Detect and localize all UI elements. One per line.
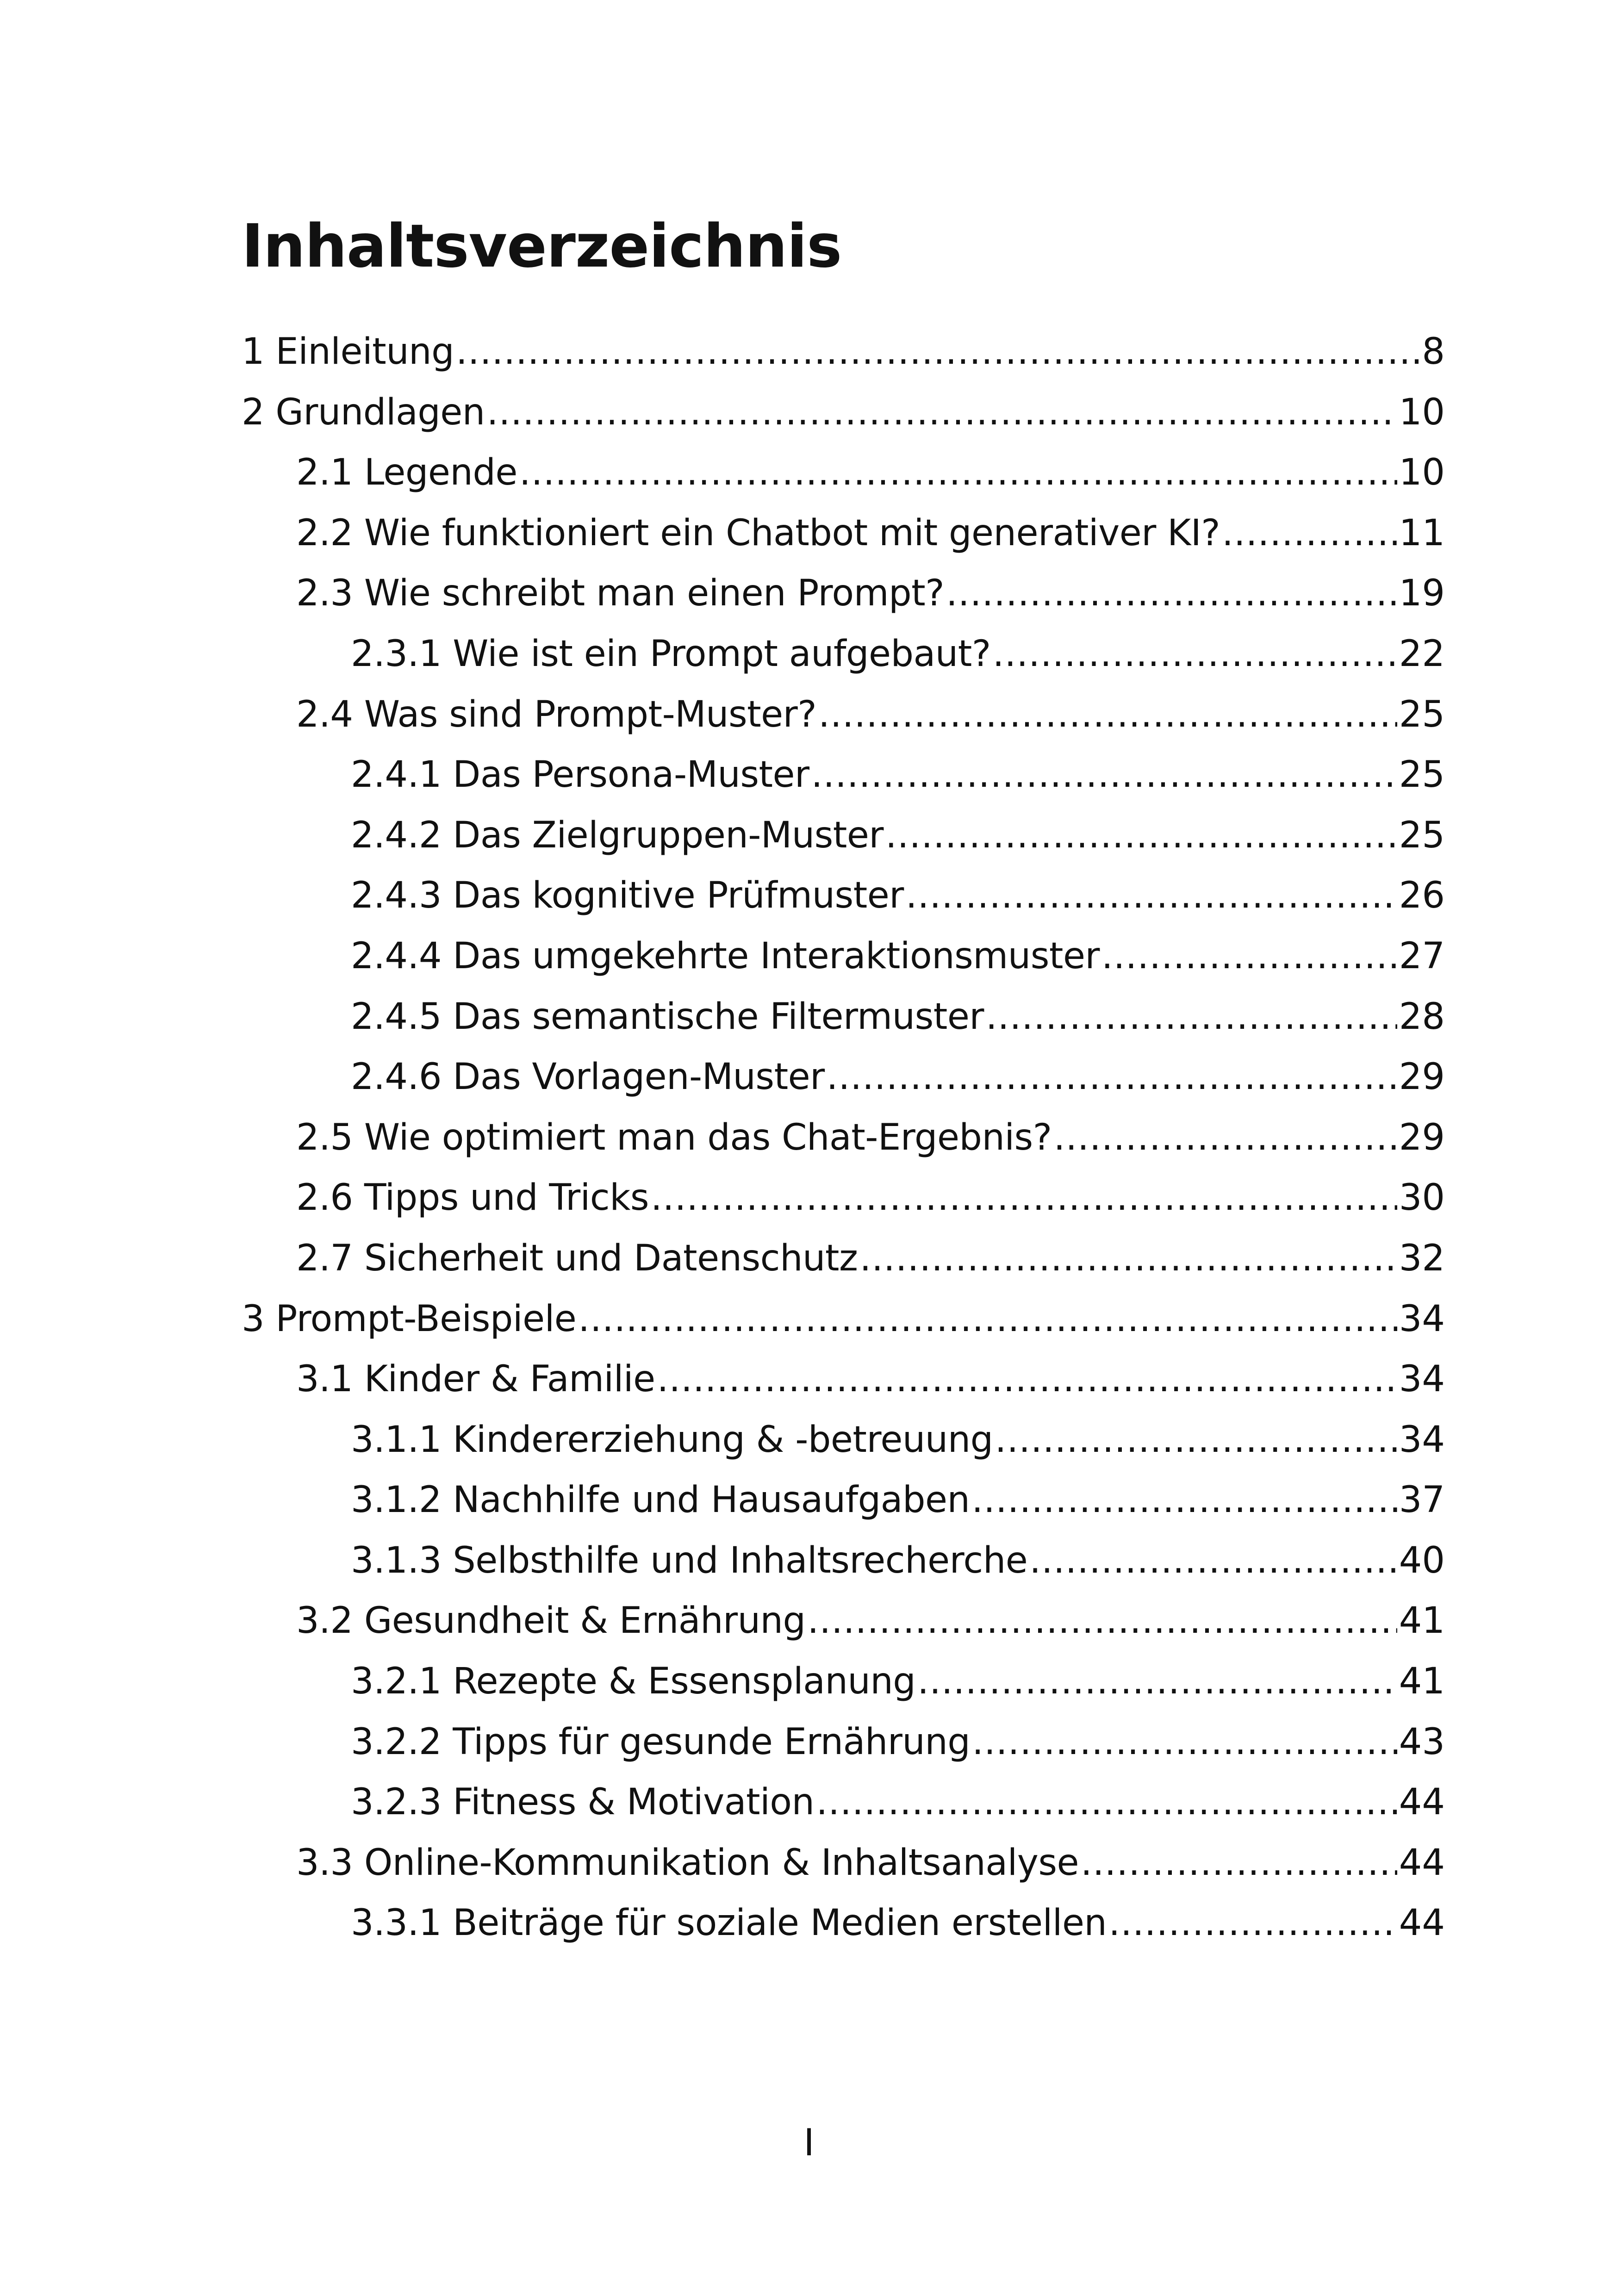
toc-entry[interactable]	[242, 1591, 1445, 1651]
toc-entry[interactable]	[242, 1228, 1445, 1289]
toc-entry-label: 2.4.5 Das semantische Filtermuster	[351, 996, 984, 1038]
toc-entry[interactable]	[242, 1470, 1445, 1531]
toc-entry[interactable]	[242, 684, 1445, 745]
toc-entry-label: 3.2.3 Fitness & Motivation	[351, 1781, 815, 1823]
table-of-contents	[242, 322, 1445, 1954]
toc-dot-leader	[1054, 1108, 1397, 1168]
toc-dot-leader	[885, 805, 1397, 866]
toc-entry-label: 3.1 Kinder & Familie	[296, 1358, 655, 1400]
toc-entry-label: 2.7 Sicherheit und Datenschutz	[296, 1237, 858, 1279]
toc-entry-label: 2.4 Was sind Prompt-Muster?	[296, 693, 817, 735]
toc-entry-label: 2.1 Legende	[296, 452, 517, 494]
toc-dot-leader	[993, 624, 1397, 684]
toc-entry[interactable]	[242, 1531, 1445, 1591]
toc-entry[interactable]	[242, 805, 1445, 866]
toc-dot-leader	[859, 1228, 1397, 1289]
toc-entry[interactable]	[242, 1772, 1445, 1833]
toc-dot-leader	[816, 1772, 1397, 1833]
toc-entry-page: 30	[1399, 1177, 1445, 1219]
toc-dot-leader	[971, 1470, 1397, 1531]
toc-entry-label: 2.4.4 Das umgekehrte Interaktionsmuster	[351, 935, 1100, 977]
toc-entry[interactable]	[242, 987, 1445, 1047]
toc-entry-page: 10	[1399, 391, 1445, 433]
toc-dot-leader	[972, 1712, 1397, 1773]
toc-entry[interactable]	[242, 322, 1445, 382]
toc-entry[interactable]	[242, 1108, 1445, 1168]
toc-entry-page: 41	[1399, 1661, 1445, 1703]
toc-entry-label: 3.3.1 Beiträge für soziale Medien erstellen	[351, 1902, 1107, 1944]
toc-entry-page: 10	[1399, 452, 1445, 494]
toc-entry[interactable]	[242, 1289, 1445, 1350]
toc-entry[interactable]	[242, 865, 1445, 926]
toc-entry-page: 22	[1399, 633, 1445, 675]
toc-entry-page: 27	[1399, 935, 1445, 977]
toc-entry-label: 2.5 Wie optimiert man das Chat-Ergebnis?	[296, 1116, 1052, 1158]
toc-entry-page: 41	[1399, 1600, 1445, 1642]
toc-entry-page: 40	[1399, 1539, 1445, 1581]
toc-entry-page: 28	[1399, 996, 1445, 1038]
toc-dot-leader	[811, 745, 1397, 805]
toc-dot-leader	[1029, 1531, 1397, 1591]
toc-dot-leader	[519, 442, 1397, 503]
toc-entry[interactable]	[242, 442, 1445, 503]
toc-entry[interactable]	[242, 1047, 1445, 1108]
toc-entry-label: 3.1.1 Kindererziehung & -betreuung	[351, 1419, 993, 1461]
toc-entry-page: 34	[1399, 1358, 1445, 1400]
toc-entry-page: 25	[1399, 754, 1445, 796]
toc-dot-leader	[986, 987, 1397, 1047]
toc-entry[interactable]	[242, 1168, 1445, 1228]
toc-entry-label: 2.4.3 Das kognitive Prüfmuster	[351, 875, 904, 917]
toc-dot-leader	[827, 1047, 1397, 1108]
toc-dot-leader	[1222, 503, 1397, 564]
toc-entry[interactable]	[242, 1712, 1445, 1773]
toc-entry-page: 29	[1399, 1056, 1445, 1098]
toc-entry-page: 26	[1399, 875, 1445, 917]
toc-entry[interactable]	[242, 624, 1445, 684]
page-number: I	[803, 2121, 815, 2164]
toc-entry[interactable]	[242, 503, 1445, 564]
toc-entry-label: 1 Einleitung	[242, 331, 454, 373]
page-title: Inhaltsverzeichnis	[242, 212, 842, 281]
toc-entry-page: 37	[1399, 1479, 1445, 1521]
toc-entry[interactable]	[242, 1410, 1445, 1470]
toc-entry-label: 3 Prompt-Beispiele	[242, 1298, 577, 1340]
toc-entry-page: 34	[1399, 1419, 1445, 1461]
toc-entry[interactable]	[242, 1349, 1445, 1410]
toc-entry-page: 44	[1399, 1902, 1445, 1944]
toc-dot-leader	[906, 865, 1397, 926]
toc-dot-leader	[1108, 1893, 1397, 1954]
toc-entry-label: 3.3 Online-Kommunikation & Inhaltsanalyse	[296, 1842, 1079, 1884]
toc-entry-page: 29	[1399, 1116, 1445, 1158]
toc-dot-leader	[818, 684, 1397, 745]
toc-entry-page: 43	[1399, 1721, 1445, 1763]
toc-entry-label: 2.3.1 Wie ist ein Prompt aufgebaut?	[351, 633, 991, 675]
toc-entry-label: 2 Grundlagen	[242, 391, 485, 433]
toc-entry-label: 3.2 Gesundheit & Ernährung	[296, 1600, 806, 1642]
toc-dot-leader	[1081, 1833, 1397, 1893]
toc-entry-page: 44	[1399, 1781, 1445, 1823]
toc-entry-label: 2.6 Tipps und Tricks	[296, 1177, 649, 1219]
toc-entry-page: 8	[1422, 331, 1445, 373]
toc-entry[interactable]	[242, 926, 1445, 987]
toc-entry[interactable]	[242, 382, 1445, 443]
toc-dot-leader	[995, 1410, 1397, 1470]
toc-entry-page: 44	[1399, 1842, 1445, 1884]
toc-entry-page: 25	[1399, 814, 1445, 856]
toc-entry-page: 19	[1399, 572, 1445, 615]
toc-entry-page: 25	[1399, 693, 1445, 735]
toc-dot-leader	[578, 1289, 1397, 1350]
toc-entry-label: 3.2.1 Rezepte & Essensplanung	[351, 1661, 916, 1703]
toc-entry[interactable]	[242, 1651, 1445, 1712]
toc-dot-leader	[917, 1651, 1397, 1712]
toc-dot-leader	[657, 1349, 1397, 1410]
toc-entry[interactable]	[242, 563, 1445, 624]
toc-entry-label: 3.2.2 Tipps für gesunde Ernährung	[351, 1721, 971, 1763]
toc-entry-page: 11	[1399, 512, 1445, 554]
toc-entry[interactable]	[242, 1893, 1445, 1954]
toc-entry[interactable]	[242, 745, 1445, 805]
toc-entry-label: 2.4.6 Das Vorlagen-Muster	[351, 1056, 825, 1098]
toc-entry-page: 34	[1399, 1298, 1445, 1340]
toc-dot-leader	[807, 1591, 1397, 1651]
toc-entry-label: 2.4.2 Das Zielgruppen-Muster	[351, 814, 884, 856]
toc-entry-label: 2.3 Wie schreibt man einen Prompt?	[296, 572, 945, 615]
toc-entry-label: 3.1.3 Selbsthilfe und Inhaltsrecherche	[351, 1539, 1028, 1581]
toc-dot-leader	[651, 1168, 1397, 1228]
toc-dot-leader	[946, 563, 1397, 624]
toc-entry-label: 3.1.2 Nachhilfe und Hausaufgaben	[351, 1479, 970, 1521]
toc-entry-label: 2.4.1 Das Persona-Muster	[351, 754, 809, 796]
toc-entry-page: 32	[1399, 1237, 1445, 1279]
toc-dot-leader	[487, 382, 1397, 443]
toc-entry[interactable]	[242, 1833, 1445, 1893]
toc-dot-leader	[1101, 926, 1397, 987]
toc-dot-leader	[456, 322, 1420, 382]
toc-entry-label: 2.2 Wie funktioniert ein Chatbot mit generativer KI?	[296, 512, 1220, 554]
